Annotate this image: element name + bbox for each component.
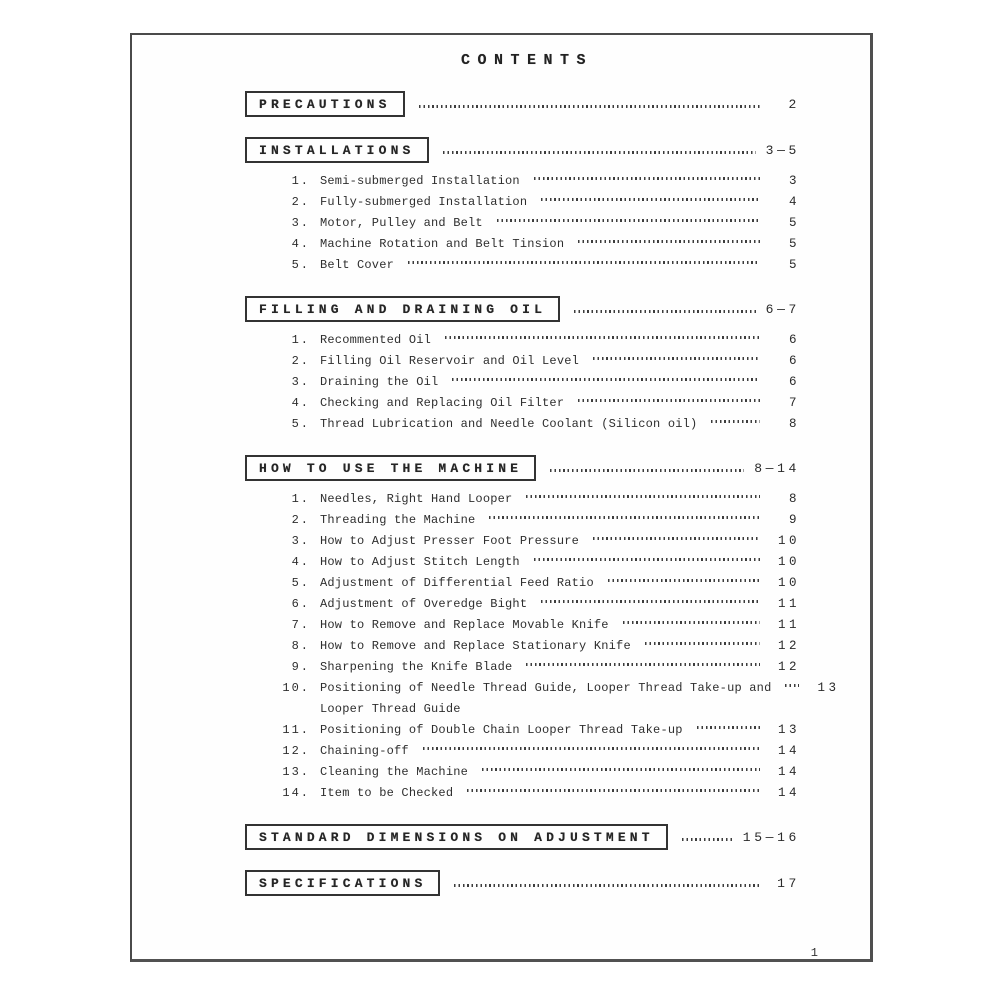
item-label: Motor, Pulley and Belt [320, 216, 483, 230]
item-page-number: 12 [777, 639, 800, 653]
section-page-number: 8—14 [754, 460, 800, 476]
toc-item-row [264, 762, 800, 783]
toc-section [132, 91, 870, 117]
toc-item-row [264, 636, 800, 657]
toc-section [132, 870, 870, 896]
item-page-number: 3 [788, 174, 800, 188]
section-page-number: 6—7 [765, 301, 800, 317]
item-number: 12. [282, 744, 310, 758]
dotted-leader [574, 310, 756, 313]
section-heading-label: SPECIFICATIONS [259, 876, 427, 891]
section-heading-box [245, 870, 440, 896]
toc-item-row [264, 234, 800, 255]
item-number: 4. [291, 396, 310, 410]
item-page-number: 14 [777, 744, 800, 758]
dotted-leader [497, 219, 760, 222]
toc-item-list [132, 489, 870, 804]
toc-item [264, 192, 800, 213]
toc-item [264, 393, 800, 414]
dotted-leader [454, 884, 760, 887]
section-heading-box [245, 824, 668, 850]
toc-item [264, 234, 800, 255]
dotted-leader [541, 198, 760, 201]
toc-item [264, 489, 800, 510]
toc-item-row [264, 330, 800, 351]
dotted-leader [452, 378, 760, 381]
toc-item [264, 171, 800, 192]
item-number: 4. [291, 555, 310, 569]
section-heading-label: INSTALLATIONS [259, 143, 415, 158]
toc-section [132, 455, 870, 804]
toc-item [264, 531, 800, 552]
section-heading-label: PRECAUTIONS [259, 97, 391, 112]
item-number: 9. [291, 660, 310, 674]
toc-item [264, 351, 800, 372]
dotted-leader [697, 726, 760, 729]
section-heading-row [132, 824, 870, 850]
item-number: 5. [291, 258, 310, 272]
toc-item-list [132, 330, 870, 435]
toc-item-row [264, 255, 800, 276]
item-label: Draining the Oil [320, 375, 439, 389]
item-number: 2. [291, 513, 310, 527]
page-title: CONTENTS [460, 52, 593, 69]
page-border [130, 33, 873, 962]
toc-section [132, 296, 870, 435]
item-label: Sharpening the Knife Blade [320, 660, 513, 674]
dotted-leader [593, 537, 760, 540]
item-number: 1. [291, 174, 310, 188]
section-page-number: 15—16 [742, 829, 800, 845]
item-number: 13. [282, 765, 310, 779]
item-label: Filling Oil Reservoir and Oil Level [320, 354, 580, 368]
dotted-leader [578, 240, 760, 243]
toc-section [132, 137, 870, 276]
item-page-number: 5 [788, 216, 800, 230]
item-page-number: 14 [777, 786, 800, 800]
toc-item [264, 552, 800, 573]
section-heading-row [132, 870, 870, 896]
toc-item [264, 510, 800, 531]
item-label: Cleaning the Machine [320, 765, 469, 779]
item-number: 5. [291, 576, 310, 590]
section-heading-row [132, 296, 870, 322]
dotted-leader [445, 336, 760, 339]
item-number: 6. [291, 597, 310, 611]
dotted-leader [608, 579, 760, 582]
item-page-number: 14 [777, 765, 800, 779]
section-page-number: 2 [788, 96, 800, 112]
toc-item-row [264, 414, 800, 435]
item-label: Positioning of Needle Thread Guide, Looper Thread Take-up and [320, 681, 772, 695]
dotted-leader [443, 151, 756, 154]
toc-item [264, 636, 800, 657]
toc-item [264, 615, 800, 636]
section-heading-row [132, 91, 870, 117]
dotted-leader [408, 261, 760, 264]
item-label: Adjustment of Overedge Bight [320, 597, 528, 611]
toc-item [264, 573, 800, 594]
toc-item-row [264, 372, 800, 393]
item-page-number: 10 [777, 534, 800, 548]
item-page-number: 9 [788, 513, 800, 527]
toc-item-row [264, 783, 800, 804]
item-page-number: 4 [788, 195, 800, 209]
item-label: How to Remove and Replace Movable Knife [320, 618, 609, 632]
item-page-number: 6 [788, 354, 800, 368]
toc-item [264, 594, 800, 615]
dotted-leader [541, 600, 760, 603]
section-heading-box [245, 296, 560, 322]
item-label: Machine Rotation and Belt Tinsion [320, 237, 565, 251]
item-label: Needles, Right Hand Looper [320, 492, 513, 506]
item-number: 5. [291, 417, 310, 431]
item-number: 11. [282, 723, 310, 737]
dotted-leader [534, 558, 760, 561]
toc-item [264, 255, 800, 276]
dotted-leader [526, 495, 760, 498]
item-number: 2. [291, 354, 310, 368]
item-page-number: 8 [788, 417, 800, 431]
toc-item-list [132, 171, 870, 276]
toc-item-row [264, 720, 800, 741]
toc-item [264, 720, 800, 741]
toc-item [264, 414, 800, 435]
toc-item-row [264, 351, 800, 372]
item-number: 3. [291, 216, 310, 230]
dotted-leader [623, 621, 760, 624]
section-heading-row [132, 455, 870, 481]
item-number: 10. [282, 681, 310, 695]
toc-item [264, 372, 800, 393]
item-page-number: 5 [788, 237, 800, 251]
item-page-number: 13 [817, 681, 840, 695]
page-number: 1 [810, 946, 818, 960]
item-page-number: 10 [777, 555, 800, 569]
item-number: 7. [291, 618, 310, 632]
dotted-leader [550, 469, 744, 472]
item-label: Semi-submerged Installation [320, 174, 520, 188]
item-number: 4. [291, 237, 310, 251]
toc-item [264, 783, 800, 804]
item-label: Checking and Replacing Oil Filter [320, 396, 565, 410]
item-number: 8. [291, 639, 310, 653]
toc-section [132, 824, 870, 850]
item-page-number: 6 [788, 333, 800, 347]
item-label-continued: Looper Thread Guide [320, 702, 461, 716]
item-page-number: 7 [788, 396, 800, 410]
toc-item [264, 741, 800, 762]
toc-item-row [264, 510, 800, 531]
section-heading-box [245, 455, 536, 481]
dotted-leader [526, 663, 760, 666]
item-label: How to Remove and Replace Stationary Knife [320, 639, 631, 653]
item-number: 1. [291, 492, 310, 506]
dotted-leader [489, 516, 760, 519]
section-heading-box [245, 137, 429, 163]
toc-item [264, 330, 800, 351]
toc-item-row [264, 594, 800, 615]
item-page-number: 5 [788, 258, 800, 272]
dotted-leader [785, 684, 799, 687]
section-heading-box [245, 91, 405, 117]
toc-item [264, 762, 800, 783]
dotted-leader [534, 177, 760, 180]
dotted-leader [423, 747, 760, 750]
item-label: Item to be Checked [320, 786, 454, 800]
toc-item-row [264, 531, 800, 552]
item-number: 2. [291, 195, 310, 209]
item-label: Belt Cover [320, 258, 395, 272]
toc-item [264, 213, 800, 234]
dotted-leader [593, 357, 760, 360]
item-number: 1. [291, 333, 310, 347]
item-label: How to Adjust Presser Foot Pressure [320, 534, 580, 548]
item-label: Recommented Oil [320, 333, 432, 347]
item-page-number: 13 [777, 723, 800, 737]
toc-item-row [264, 489, 800, 510]
item-label: Threading the Machine [320, 513, 476, 527]
toc-item-row [264, 213, 800, 234]
toc-item-row [264, 393, 800, 414]
toc-item-row [264, 678, 840, 699]
section-heading-label: FILLING AND DRAINING OIL [259, 302, 547, 317]
toc-item-row [264, 192, 800, 213]
table-of-contents [132, 91, 870, 896]
section-page-number: 3—5 [765, 142, 800, 158]
item-number: 3. [291, 375, 310, 389]
item-page-number: 12 [777, 660, 800, 674]
section-page-number: 17 [777, 875, 800, 891]
item-label: How to Adjust Stitch Length [320, 555, 520, 569]
item-label: Fully-submerged Installation [320, 195, 528, 209]
item-page-number: 10 [777, 576, 800, 590]
section-heading-row [132, 137, 870, 163]
section-heading-label: STANDARD DIMENSIONS ON ADJUSTMENT [259, 830, 654, 845]
item-label: Chaining-off [320, 744, 409, 758]
dotted-leader [578, 399, 760, 402]
toc-item-row [264, 741, 800, 762]
item-page-number: 11 [777, 618, 800, 632]
item-page-number: 11 [777, 597, 800, 611]
item-number: 3. [291, 534, 310, 548]
dotted-leader [645, 642, 760, 645]
dotted-leader [467, 789, 760, 792]
item-page-number: 8 [788, 492, 800, 506]
dotted-leader [482, 768, 760, 771]
toc-item-row [264, 615, 800, 636]
toc-item-row [264, 657, 800, 678]
dotted-leader [419, 105, 760, 108]
item-label: Adjustment of Differential Feed Ratio [320, 576, 594, 590]
toc-item-row [264, 171, 800, 192]
dotted-leader [711, 420, 760, 423]
item-page-number: 6 [788, 375, 800, 389]
toc-item [264, 657, 800, 678]
item-number: 14. [282, 786, 310, 800]
toc-item-row [264, 573, 800, 594]
item-label: Thread Lubrication and Needle Coolant (Silicon oil) [320, 417, 698, 431]
item-label: Positioning of Double Chain Looper Thread Take-up [320, 723, 683, 737]
section-heading-label: HOW TO USE THE MACHINE [259, 461, 523, 476]
toc-item [264, 678, 840, 720]
toc-item-row [264, 552, 800, 573]
dotted-leader [682, 838, 733, 841]
